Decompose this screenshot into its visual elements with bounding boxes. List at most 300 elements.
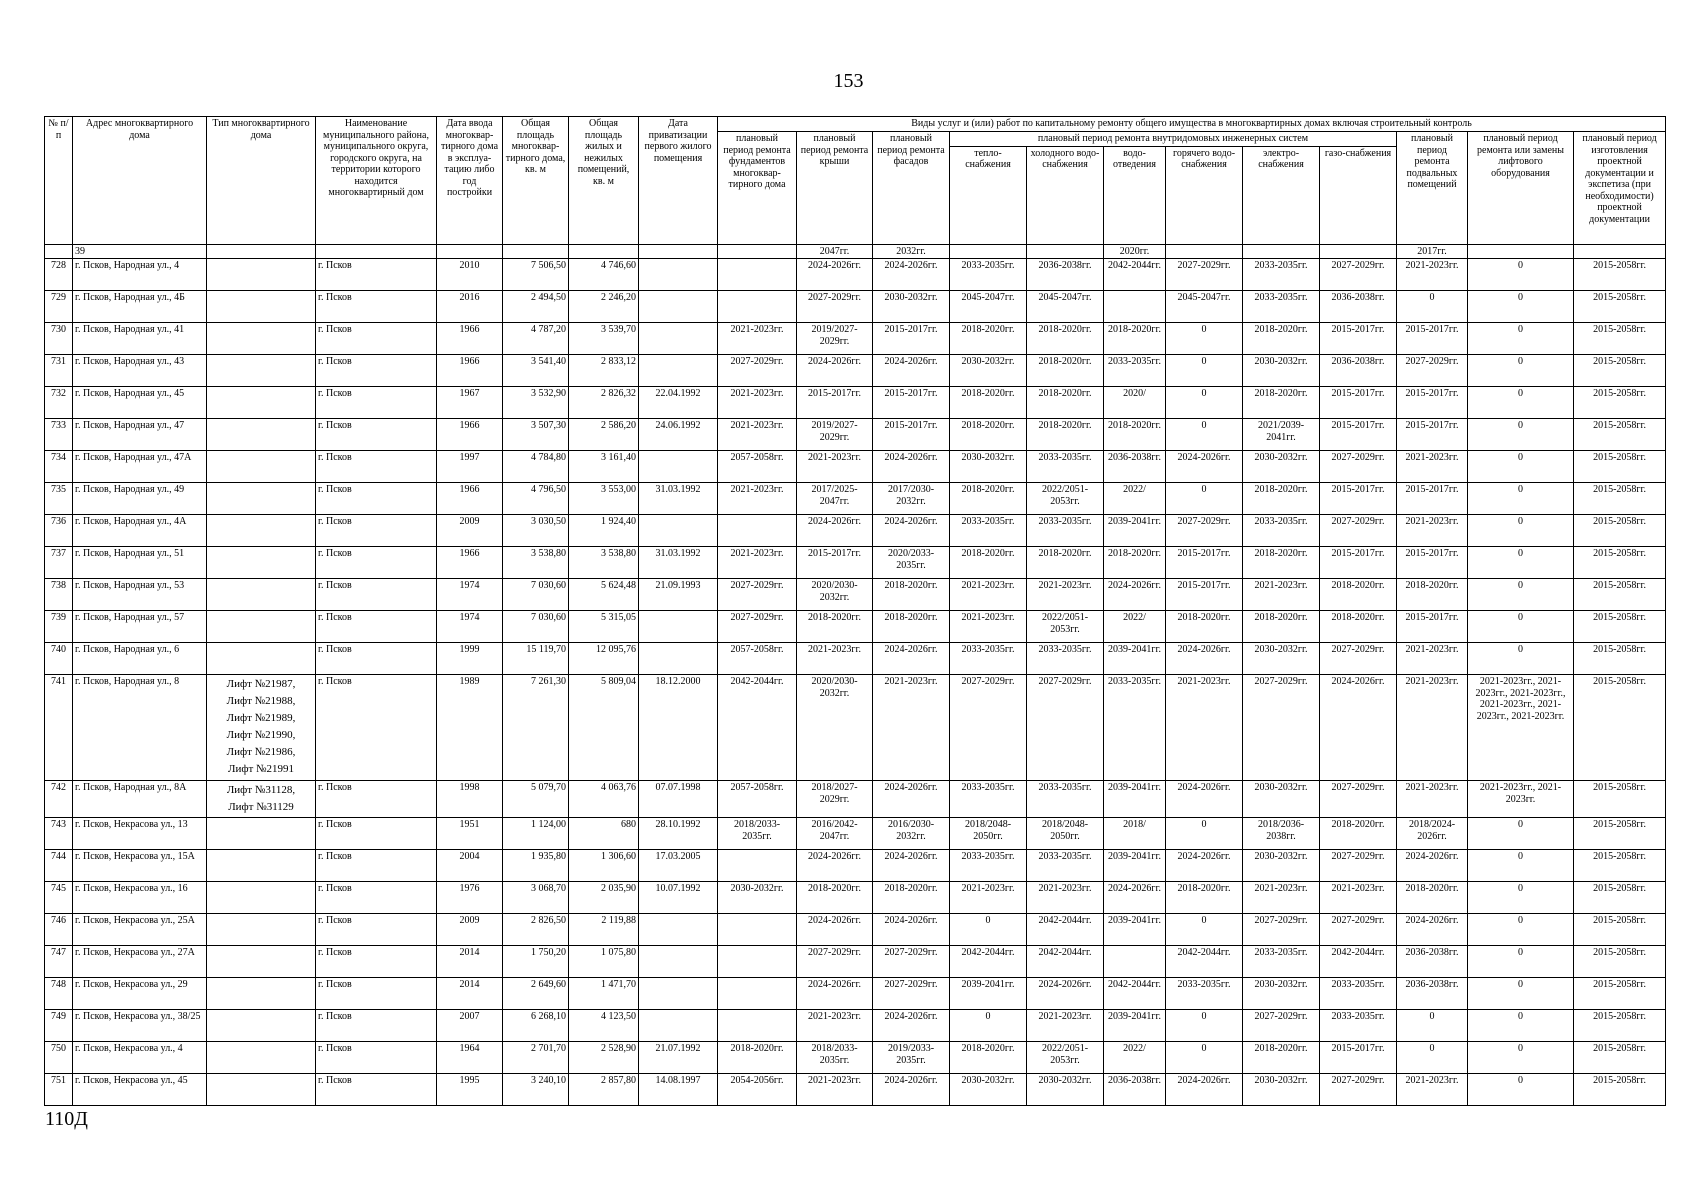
- carry-sewer: 2020гг.: [1104, 244, 1166, 259]
- table-row: [45, 818, 1666, 850]
- row-type: [207, 611, 316, 643]
- row-privatization: 21.09.1993: [639, 579, 718, 611]
- row-number: 738: [45, 579, 73, 611]
- col-privatization: Дата приватизации первого жилого помещения: [639, 117, 718, 245]
- row-type: [207, 355, 316, 387]
- row-district: г. Псков: [316, 291, 437, 323]
- row-district: г. Псков: [316, 781, 437, 818]
- row-basement: 2036-2038гг.: [1397, 946, 1468, 978]
- row-total-area: 2 701,70: [503, 1042, 569, 1074]
- col-heat: тепло-снабжения: [950, 146, 1027, 244]
- row-electric: 2027-2029гг.: [1243, 914, 1320, 946]
- row-design: 2015-2058гг.: [1574, 355, 1666, 387]
- row-gas: 2015-2017гг.: [1320, 419, 1397, 451]
- row-year: 1974: [437, 611, 503, 643]
- row-roof: 2016/2042-2047гг.: [797, 818, 873, 850]
- row-cold-water: 2018-2020гг.: [1027, 387, 1104, 419]
- row-type: [207, 1042, 316, 1074]
- row-total-area: 3 538,80: [503, 547, 569, 579]
- table-row: [45, 675, 1666, 781]
- row-roof: 2017/2025-2047гг.: [797, 483, 873, 515]
- col-elevator: плановый период ремонта или замены лифтового оборудования: [1468, 132, 1574, 245]
- row-electric: 2030-2032гг.: [1243, 781, 1320, 818]
- row-electric: 2018-2020гг.: [1243, 323, 1320, 355]
- row-gas: 2018-2020гг.: [1320, 818, 1397, 850]
- row-foundation: 2042-2044гг.: [718, 675, 797, 781]
- row-district: г. Псков: [316, 579, 437, 611]
- row-electric: 2030-2032гг.: [1243, 355, 1320, 387]
- row-address: г. Псков, Народная ул., 6: [73, 643, 207, 675]
- row-number: 742: [45, 781, 73, 818]
- elevator-id: Лифт №21986,: [226, 746, 296, 758]
- row-living-area: 1 471,70: [569, 978, 639, 1010]
- row-elevator: 0: [1468, 419, 1574, 451]
- row-number: 731: [45, 355, 73, 387]
- col-basement: плановый период ремонта подвальных помещений: [1397, 132, 1468, 245]
- row-gas: 2042-2044гг.: [1320, 946, 1397, 978]
- row-facade: 2018-2020гг.: [873, 579, 950, 611]
- row-design: 2015-2058гг.: [1574, 259, 1666, 291]
- row-privatization: [639, 515, 718, 547]
- row-year: 2007: [437, 1010, 503, 1042]
- table-header: [45, 117, 1666, 245]
- row-roof: 2024-2026гг.: [797, 259, 873, 291]
- row-basement: 2021-2023гг.: [1397, 1074, 1468, 1106]
- row-living-area: 2 586,20: [569, 419, 639, 451]
- row-foundation: 2027-2029гг.: [718, 579, 797, 611]
- row-roof: 2018-2020гг.: [797, 611, 873, 643]
- row-year: 1966: [437, 323, 503, 355]
- row-basement: 0: [1397, 291, 1468, 323]
- row-year: 2004: [437, 850, 503, 882]
- row-living-area: 4 123,50: [569, 1010, 639, 1042]
- row-privatization: 31.03.1992: [639, 547, 718, 579]
- row-electric: 2018-2020гг.: [1243, 611, 1320, 643]
- row-year: 1976: [437, 882, 503, 914]
- row-gas: 2015-2017гг.: [1320, 387, 1397, 419]
- row-year: 1999: [437, 643, 503, 675]
- row-sewer: 2022/: [1104, 483, 1166, 515]
- carry-roof: 2047гг.: [797, 244, 873, 259]
- row-gas: 2015-2017гг.: [1320, 483, 1397, 515]
- row-living-area: 5 809,04: [569, 675, 639, 781]
- row-year: 1966: [437, 483, 503, 515]
- row-address: г. Псков, Народная ул., 4А: [73, 515, 207, 547]
- row-living-area: 2 119,88: [569, 914, 639, 946]
- table-row: [45, 355, 1666, 387]
- table-row: [45, 259, 1666, 291]
- row-design: 2015-2058гг.: [1574, 1010, 1666, 1042]
- row-privatization: [639, 643, 718, 675]
- row-privatization: 24.06.1992: [639, 419, 718, 451]
- row-district: г. Псков: [316, 675, 437, 781]
- row-design: 2015-2058гг.: [1574, 1074, 1666, 1106]
- col-address: Адрес многоквартирного дома: [73, 117, 207, 245]
- row-privatization: [639, 1010, 718, 1042]
- row-electric: 2018-2020гг.: [1243, 387, 1320, 419]
- row-number: 745: [45, 882, 73, 914]
- row-type: [207, 483, 316, 515]
- row-basement: 2018-2020гг.: [1397, 882, 1468, 914]
- row-district: г. Псков: [316, 1074, 437, 1106]
- row-heat: 2018-2020гг.: [950, 387, 1027, 419]
- col-type: Тип многоквартирного дома: [207, 117, 316, 245]
- row-roof: 2024-2026гг.: [797, 850, 873, 882]
- row-total-area: 3 240,10: [503, 1074, 569, 1106]
- row-privatization: 31.03.1992: [639, 483, 718, 515]
- row-heat: 2033-2035гг.: [950, 515, 1027, 547]
- row-gas: 2015-2017гг.: [1320, 323, 1397, 355]
- row-year: 1966: [437, 547, 503, 579]
- row-cold-water: 2018/2048-2050гг.: [1027, 818, 1104, 850]
- row-number: 750: [45, 1042, 73, 1074]
- row-type: [207, 1010, 316, 1042]
- row-roof: 2024-2026гг.: [797, 355, 873, 387]
- row-elevator: 0: [1468, 1042, 1574, 1074]
- row-gas: 2027-2029гг.: [1320, 781, 1397, 818]
- row-year: 1966: [437, 355, 503, 387]
- row-cold-water: 2024-2026гг.: [1027, 978, 1104, 1010]
- row-hot-water: 0: [1166, 323, 1243, 355]
- row-sewer: 2039-2041гг.: [1104, 515, 1166, 547]
- row-facade: 2027-2029гг.: [873, 946, 950, 978]
- row-heat: 2027-2029гг.: [950, 675, 1027, 781]
- row-living-area: 680: [569, 818, 639, 850]
- row-facade: 2016/2030-2032гг.: [873, 818, 950, 850]
- row-hot-water: 0: [1166, 1010, 1243, 1042]
- row-hot-water: 2042-2044гг.: [1166, 946, 1243, 978]
- row-living-area: 2 035,90: [569, 882, 639, 914]
- row-electric: 2030-2032гг.: [1243, 978, 1320, 1010]
- row-living-area: 2 833,12: [569, 355, 639, 387]
- col-hot-water: горячего водо-снабжения: [1166, 146, 1243, 244]
- row-address: г. Псков, Некрасова ул., 45: [73, 1074, 207, 1106]
- row-cold-water: 2033-2035гг.: [1027, 781, 1104, 818]
- table-row: [45, 1074, 1666, 1106]
- row-basement: 2018-2020гг.: [1397, 579, 1468, 611]
- row-elevator: 0: [1468, 483, 1574, 515]
- row-foundation: [718, 259, 797, 291]
- row-basement: 2015-2017гг.: [1397, 419, 1468, 451]
- row-roof: 2020/2030-2032гг.: [797, 675, 873, 781]
- row-privatization: 18.12.2000: [639, 675, 718, 781]
- row-sewer: 2018-2020гг.: [1104, 547, 1166, 579]
- row-hot-water: 2027-2029гг.: [1166, 259, 1243, 291]
- row-address: г. Псков, Некрасова ул., 29: [73, 978, 207, 1010]
- footer-code: 110Д: [45, 1108, 88, 1130]
- row-facade: 2027-2029гг.: [873, 978, 950, 1010]
- row-cold-water: 2030-2032гг.: [1027, 1074, 1104, 1106]
- row-elevator: 0: [1468, 643, 1574, 675]
- row-cold-water: 2033-2035гг.: [1027, 643, 1104, 675]
- row-electric: 2030-2032гг.: [1243, 643, 1320, 675]
- row-foundation: 2027-2029гг.: [718, 355, 797, 387]
- col-commission: Дата ввода многоквар-тирного дома в эксплуа-тацию либо год постройки: [437, 117, 503, 245]
- row-total-area: 2 826,50: [503, 914, 569, 946]
- row-basement: 2036-2038гг.: [1397, 978, 1468, 1010]
- row-number: 748: [45, 978, 73, 1010]
- row-hot-water: 2015-2017гг.: [1166, 579, 1243, 611]
- row-electric: 2033-2035гг.: [1243, 291, 1320, 323]
- row-elevator: 0: [1468, 323, 1574, 355]
- row-design: 2015-2058гг.: [1574, 483, 1666, 515]
- row-total-area: 2 494,50: [503, 291, 569, 323]
- row-elevator: 0: [1468, 387, 1574, 419]
- row-total-area: 6 268,10: [503, 1010, 569, 1042]
- elevator-id: Лифт №21989,: [226, 712, 296, 724]
- row-type: [207, 579, 316, 611]
- row-year: 2014: [437, 978, 503, 1010]
- row-hot-water: 0: [1166, 1042, 1243, 1074]
- row-facade: 2024-2026гг.: [873, 914, 950, 946]
- row-living-area: 3 538,80: [569, 547, 639, 579]
- row-foundation: 2021-2023гг.: [718, 547, 797, 579]
- row-elevator: 0: [1468, 1074, 1574, 1106]
- row-foundation: [718, 291, 797, 323]
- row-gas: 2033-2035гг.: [1320, 978, 1397, 1010]
- row-elevator: 0: [1468, 515, 1574, 547]
- table-row: [45, 323, 1666, 355]
- row-design: 2015-2058гг.: [1574, 850, 1666, 882]
- row-elevator: 0: [1468, 355, 1574, 387]
- row-privatization: [639, 323, 718, 355]
- row-cold-water: 2021-2023гг.: [1027, 579, 1104, 611]
- row-living-area: 2 246,20: [569, 291, 639, 323]
- elevator-id: Лифт №21991: [227, 763, 295, 775]
- row-cold-water: 2042-2044гг.: [1027, 946, 1104, 978]
- row-foundation: 2021-2023гг.: [718, 387, 797, 419]
- table-row: [45, 451, 1666, 483]
- row-privatization: 10.07.1992: [639, 882, 718, 914]
- row-cold-water: 2018-2020гг.: [1027, 419, 1104, 451]
- row-privatization: 17.03.2005: [639, 850, 718, 882]
- row-roof: 2024-2026гг.: [797, 515, 873, 547]
- row-basement: 2027-2029гг.: [1397, 355, 1468, 387]
- row-heat: 2030-2032гг.: [950, 1074, 1027, 1106]
- row-basement: 2021-2023гг.: [1397, 259, 1468, 291]
- row-number: 741: [45, 675, 73, 781]
- row-type: [207, 515, 316, 547]
- row-hot-water: 2033-2035гг.: [1166, 978, 1243, 1010]
- row-elevator: 0: [1468, 547, 1574, 579]
- row-design: 2015-2058гг.: [1574, 946, 1666, 978]
- row-heat: 2039-2041гг.: [950, 978, 1027, 1010]
- col-num: № п/п: [45, 117, 73, 245]
- row-type: [207, 547, 316, 579]
- row-roof: 2015-2017гг.: [797, 387, 873, 419]
- row-gas: 2027-2029гг.: [1320, 1074, 1397, 1106]
- row-sewer: 2039-2041гг.: [1104, 781, 1166, 818]
- row-living-area: 1 924,40: [569, 515, 639, 547]
- row-total-area: 4 787,20: [503, 323, 569, 355]
- row-gas: 2027-2029гг.: [1320, 451, 1397, 483]
- elevator-id: Лифт №31128,: [226, 784, 296, 796]
- row-living-area: 4 063,76: [569, 781, 639, 818]
- row-sewer: 2039-2041гг.: [1104, 1010, 1166, 1042]
- row-elevator: 0: [1468, 850, 1574, 882]
- row-gas: 2033-2035гг.: [1320, 1010, 1397, 1042]
- row-type: [207, 914, 316, 946]
- row-year: 2014: [437, 946, 503, 978]
- row-roof: 2021-2023гг.: [797, 1074, 873, 1106]
- table-row: [45, 643, 1666, 675]
- row-number: 734: [45, 451, 73, 483]
- row-district: г. Псков: [316, 515, 437, 547]
- row-foundation: [718, 1010, 797, 1042]
- row-gas: 2024-2026гг.: [1320, 675, 1397, 781]
- row-living-area: 3 161,40: [569, 451, 639, 483]
- row-foundation: 2021-2023гг.: [718, 483, 797, 515]
- row-facade: 2018-2020гг.: [873, 882, 950, 914]
- row-basement: 2015-2017гг.: [1397, 483, 1468, 515]
- row-gas: 2027-2029гг.: [1320, 850, 1397, 882]
- row-electric: 2021-2023гг.: [1243, 882, 1320, 914]
- row-hot-water: 2045-2047гг.: [1166, 291, 1243, 323]
- row-privatization: 07.07.1998: [639, 781, 718, 818]
- row-electric: 2030-2032гг.: [1243, 451, 1320, 483]
- row-total-area: 1 750,20: [503, 946, 569, 978]
- row-living-area: 2 528,90: [569, 1042, 639, 1074]
- row-year: 1966: [437, 419, 503, 451]
- row-design: 2015-2058гг.: [1574, 643, 1666, 675]
- capital-repair-table: [44, 116, 1666, 1106]
- row-year: 1964: [437, 1042, 503, 1074]
- row-district: г. Псков: [316, 946, 437, 978]
- row-foundation: [718, 946, 797, 978]
- row-cold-water: 2042-2044гг.: [1027, 914, 1104, 946]
- row-design: 2015-2058гг.: [1574, 419, 1666, 451]
- row-address: г. Псков, Народная ул., 4: [73, 259, 207, 291]
- row-gas: 2027-2029гг.: [1320, 643, 1397, 675]
- row-total-area: 2 649,60: [503, 978, 569, 1010]
- row-design: 2015-2058гг.: [1574, 914, 1666, 946]
- row-heat: 2021-2023гг.: [950, 579, 1027, 611]
- row-roof: 2027-2029гг.: [797, 946, 873, 978]
- table-row: [45, 850, 1666, 882]
- col-design: плановый период изготовления проектной документации и экспетиза (при необходимости) проектной документации: [1574, 132, 1666, 245]
- row-elevator: 0: [1468, 579, 1574, 611]
- row-roof: 2019/2027-2029гг.: [797, 323, 873, 355]
- row-foundation: 2057-2058гг.: [718, 451, 797, 483]
- row-design: 2015-2058гг.: [1574, 882, 1666, 914]
- row-foundation: [718, 515, 797, 547]
- row-district: г. Псков: [316, 547, 437, 579]
- row-basement: 2021-2023гг.: [1397, 451, 1468, 483]
- table-row: [45, 882, 1666, 914]
- row-elevator: 0: [1468, 259, 1574, 291]
- row-cold-water: 2033-2035гг.: [1027, 451, 1104, 483]
- row-gas: 2036-2038гг.: [1320, 291, 1397, 323]
- row-roof: 2024-2026гг.: [797, 914, 873, 946]
- row-sewer: 2018/: [1104, 818, 1166, 850]
- row-roof: 2020/2030-2032гг.: [797, 579, 873, 611]
- row-year: 1998: [437, 781, 503, 818]
- col-total-area: Общая площадь многоквар-тирного дома, кв. м: [503, 117, 569, 245]
- row-cold-water: 2036-2038гг.: [1027, 259, 1104, 291]
- row-heat: 2030-2032гг.: [950, 355, 1027, 387]
- row-foundation: 2057-2058гг.: [718, 643, 797, 675]
- row-cold-water: 2022/2051-2053гг.: [1027, 1042, 1104, 1074]
- row-living-area: 12 095,76: [569, 643, 639, 675]
- table-row: [45, 914, 1666, 946]
- row-heat: 2045-2047гг.: [950, 291, 1027, 323]
- row-district: г. Псков: [316, 818, 437, 850]
- row-number: 736: [45, 515, 73, 547]
- row-address: г. Псков, Народная ул., 8: [73, 675, 207, 781]
- row-sewer: [1104, 946, 1166, 978]
- row-basement: 2015-2017гг.: [1397, 387, 1468, 419]
- row-facade: 2024-2026гг.: [873, 781, 950, 818]
- row-address: г. Псков, Народная ул., 8А: [73, 781, 207, 818]
- row-gas: 2015-2017гг.: [1320, 547, 1397, 579]
- row-design: 2015-2058гг.: [1574, 451, 1666, 483]
- table-row: [45, 946, 1666, 978]
- row-privatization: [639, 978, 718, 1010]
- row-hot-water: 0: [1166, 387, 1243, 419]
- row-cold-water: 2018-2020гг.: [1027, 547, 1104, 579]
- row-number: 737: [45, 547, 73, 579]
- row-design: 2015-2058гг.: [1574, 978, 1666, 1010]
- col-living-area: Общая площадь жилых и нежилых помещений, кв. м: [569, 117, 639, 245]
- row-year: 1997: [437, 451, 503, 483]
- col-roof: плановый период ремонта крыши: [797, 132, 873, 245]
- row-roof: 2015-2017гг.: [797, 547, 873, 579]
- row-design: 2015-2058гг.: [1574, 611, 1666, 643]
- row-basement: 2021-2023гг.: [1397, 675, 1468, 781]
- row-sewer: 2039-2041гг.: [1104, 643, 1166, 675]
- row-basement: 2015-2017гг.: [1397, 611, 1468, 643]
- row-district: г. Псков: [316, 882, 437, 914]
- row-number: 740: [45, 643, 73, 675]
- row-year: 1974: [437, 579, 503, 611]
- row-type: [207, 882, 316, 914]
- row-type: [207, 675, 316, 781]
- row-privatization: 21.07.1992: [639, 1042, 718, 1074]
- row-sewer: 2042-2044гг.: [1104, 978, 1166, 1010]
- row-year: 1989: [437, 675, 503, 781]
- table-row: [45, 419, 1666, 451]
- row-type: [207, 387, 316, 419]
- col-electric: электро-снабжения: [1243, 146, 1320, 244]
- carry-address: 39: [73, 244, 207, 259]
- row-elevator: 0: [1468, 978, 1574, 1010]
- row-cold-water: 2027-2029гг.: [1027, 675, 1104, 781]
- row-hot-water: 0: [1166, 419, 1243, 451]
- row-type: [207, 643, 316, 675]
- row-sewer: 2022/: [1104, 1042, 1166, 1074]
- row-design: 2015-2058гг.: [1574, 781, 1666, 818]
- row-district: г. Псков: [316, 611, 437, 643]
- row-design: 2015-2058гг.: [1574, 323, 1666, 355]
- row-cold-water: 2021-2023гг.: [1027, 882, 1104, 914]
- row-heat: 2042-2044гг.: [950, 946, 1027, 978]
- row-facade: 2024-2026гг.: [873, 355, 950, 387]
- row-year: 2010: [437, 259, 503, 291]
- row-roof: 2018-2020гг.: [797, 882, 873, 914]
- row-hot-water: 0: [1166, 355, 1243, 387]
- row-heat: 2033-2035гг.: [950, 781, 1027, 818]
- row-district: г. Псков: [316, 323, 437, 355]
- row-heat: 2030-2032гг.: [950, 451, 1027, 483]
- table-row: [45, 547, 1666, 579]
- col-gas: газо-снабжения: [1320, 146, 1397, 244]
- row-total-area: 3 532,90: [503, 387, 569, 419]
- col-cold-water: холодного водо-снабжения: [1027, 146, 1104, 244]
- row-living-area: 1 075,80: [569, 946, 639, 978]
- elevator-id: Лифт №31129: [228, 801, 294, 813]
- row-total-area: 3 030,50: [503, 515, 569, 547]
- row-address: г. Псков, Народная ул., 4Б: [73, 291, 207, 323]
